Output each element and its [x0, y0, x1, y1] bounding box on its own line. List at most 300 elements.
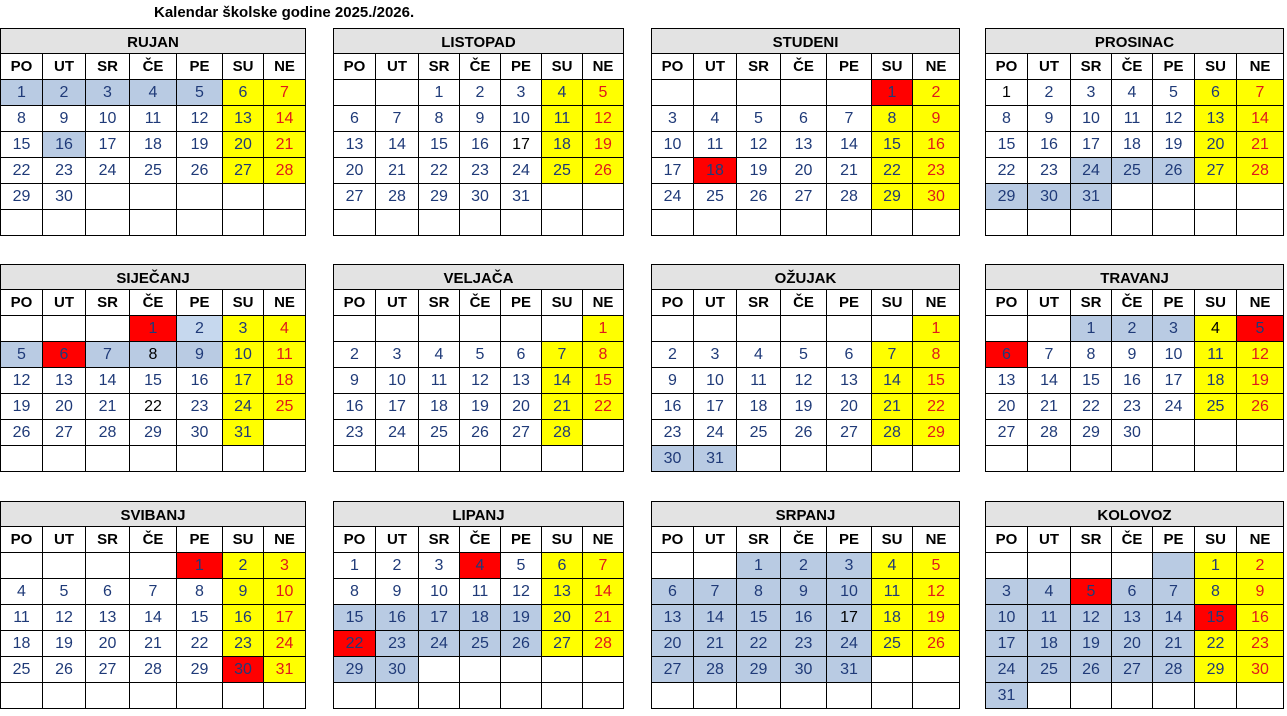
empty-cell [1071, 683, 1112, 709]
day-cell: 1 [177, 553, 223, 579]
empty-cell [223, 446, 264, 472]
day-cell: 23 [781, 631, 827, 657]
weekday-label: UT [1028, 527, 1071, 553]
day-cell: 12 [501, 579, 542, 605]
day-cell: 1 [1071, 316, 1112, 342]
day-cell: 8 [419, 106, 460, 132]
empty-cell [1112, 446, 1153, 472]
day-cell: 30 [376, 657, 419, 683]
day-cell: 6 [542, 553, 583, 579]
day-cell: 22 [986, 158, 1028, 184]
day-cell: 11 [1, 605, 43, 631]
day-cell: 18 [872, 605, 913, 631]
weekday-label: PO [986, 290, 1028, 316]
month-1 [0, 28, 306, 236]
day-cell: 5 [1071, 579, 1112, 605]
day-cell: 29 [1, 184, 43, 210]
week-row [1, 210, 306, 236]
day-cell: 12 [460, 368, 501, 394]
empty-cell [1153, 683, 1195, 709]
day-cell: 9 [1028, 106, 1071, 132]
empty-cell [460, 683, 501, 709]
weekday-label: NE [264, 527, 306, 553]
day-cell: 5 [177, 80, 223, 106]
day-cell: 21 [583, 605, 624, 631]
day-cell: 20 [542, 605, 583, 631]
day-cell: 14 [1237, 106, 1284, 132]
day-cell: 10 [1153, 342, 1195, 368]
day-cell: 12 [1, 368, 43, 394]
day-cell: 19 [583, 132, 624, 158]
weekday-label: PE [1153, 54, 1195, 80]
day-cell: 29 [130, 420, 177, 446]
day-cell: 18 [419, 394, 460, 420]
empty-cell [1, 446, 43, 472]
day-cell: 21 [1237, 132, 1284, 158]
day-cell: 17 [86, 132, 130, 158]
empty-cell [583, 184, 624, 210]
day-cell: 7 [1153, 579, 1195, 605]
empty-cell [334, 446, 376, 472]
day-cell: 21 [376, 158, 419, 184]
empty-cell [1195, 184, 1237, 210]
empty-cell [652, 80, 694, 106]
day-cell: 2 [177, 316, 223, 342]
day-cell: 9 [376, 579, 419, 605]
empty-cell [376, 683, 419, 709]
empty-cell [501, 210, 542, 236]
day-cell: 15 [1071, 368, 1112, 394]
day-cell: 22 [1195, 631, 1237, 657]
month-12 [985, 501, 1284, 709]
month-5 [0, 264, 306, 472]
weekday-label: PO [652, 290, 694, 316]
empty-cell [501, 316, 542, 342]
week-row [334, 132, 624, 158]
weekday-label: SR [86, 54, 130, 80]
empty-cell [1153, 210, 1195, 236]
empty-cell [460, 316, 501, 342]
weekday-label: PO [652, 54, 694, 80]
empty-cell [376, 80, 419, 106]
day-cell: 30 [913, 184, 960, 210]
weekday-label: SU [223, 527, 264, 553]
day-cell: 12 [913, 579, 960, 605]
weekday-label: SR [737, 290, 781, 316]
day-cell: 19 [460, 394, 501, 420]
day-cell: 20 [827, 394, 872, 420]
day-cell: 25 [542, 158, 583, 184]
day-cell: 3 [223, 316, 264, 342]
day-cell: 2 [652, 342, 694, 368]
empty-cell [781, 210, 827, 236]
day-cell: 14 [694, 605, 737, 631]
empty-cell [223, 184, 264, 210]
day-cell: 16 [652, 394, 694, 420]
empty-cell [781, 80, 827, 106]
weekday-label: SU [872, 54, 913, 80]
empty-cell [694, 80, 737, 106]
day-cell: 17 [827, 605, 872, 631]
weekday-header-row [1, 290, 306, 316]
day-cell: 17 [376, 394, 419, 420]
day-cell: 6 [652, 579, 694, 605]
empty-cell [130, 683, 177, 709]
day-cell: 13 [223, 106, 264, 132]
empty-cell [827, 683, 872, 709]
day-cell: 7 [872, 342, 913, 368]
day-cell: 30 [223, 657, 264, 683]
day-cell: 3 [419, 553, 460, 579]
day-cell: 9 [1112, 342, 1153, 368]
day-cell: 7 [130, 579, 177, 605]
weekday-label: ČE [1112, 54, 1153, 80]
weekday-label: PO [334, 527, 376, 553]
weekday-label: NE [583, 527, 624, 553]
empty-cell [913, 446, 960, 472]
day-cell: 26 [460, 420, 501, 446]
day-cell: 24 [1153, 394, 1195, 420]
day-cell: 17 [501, 132, 542, 158]
day-cell: 13 [1195, 106, 1237, 132]
day-cell: 30 [1112, 420, 1153, 446]
week-row [652, 553, 960, 579]
weekday-label: PE [177, 527, 223, 553]
day-cell: 4 [737, 342, 781, 368]
empty-cell [1153, 184, 1195, 210]
day-cell: 26 [43, 657, 86, 683]
day-cell: 4 [460, 553, 501, 579]
day-cell: 12 [737, 132, 781, 158]
week-row [652, 210, 960, 236]
day-cell: 24 [264, 631, 306, 657]
empty-cell [542, 683, 583, 709]
empty-cell [460, 210, 501, 236]
day-cell: 15 [419, 132, 460, 158]
day-cell: 10 [501, 106, 542, 132]
weekday-label: NE [913, 290, 960, 316]
week-row [652, 683, 960, 709]
day-cell: 28 [1237, 158, 1284, 184]
weekday-label: ČE [460, 54, 501, 80]
week-row [986, 342, 1284, 368]
empty-cell [542, 184, 583, 210]
weekday-label: PO [1, 527, 43, 553]
day-cell: 30 [1237, 657, 1284, 683]
empty-cell [86, 316, 130, 342]
day-cell: 24 [1071, 158, 1112, 184]
empty-cell [1237, 420, 1284, 446]
month-name: PROSINAC [986, 29, 1284, 54]
weekday-label: SU [223, 54, 264, 80]
day-cell: 25 [694, 184, 737, 210]
week-row [334, 158, 624, 184]
month-9 [0, 501, 306, 709]
empty-cell [376, 316, 419, 342]
empty-cell [86, 210, 130, 236]
week-row [1, 106, 306, 132]
month-11 [651, 501, 960, 709]
weekday-label: SU [542, 527, 583, 553]
day-cell: 28 [264, 158, 306, 184]
week-row [334, 342, 624, 368]
weekday-label: SR [1071, 527, 1112, 553]
weekday-label: ČE [781, 527, 827, 553]
week-row [986, 132, 1284, 158]
day-cell: 1 [1195, 553, 1237, 579]
day-cell: 10 [419, 579, 460, 605]
empty-cell [130, 184, 177, 210]
empty-cell [86, 446, 130, 472]
empty-cell [986, 316, 1028, 342]
empty-cell [1153, 446, 1195, 472]
weekday-header-row [652, 290, 960, 316]
empty-cell [694, 553, 737, 579]
empty-cell [334, 80, 376, 106]
empty-cell [1071, 446, 1112, 472]
weekday-label: SR [419, 290, 460, 316]
day-cell: 15 [177, 605, 223, 631]
day-cell: 5 [913, 553, 960, 579]
day-cell: 7 [1237, 80, 1284, 106]
day-cell: 6 [501, 342, 542, 368]
day-cell: 18 [130, 132, 177, 158]
day-cell: 11 [737, 368, 781, 394]
week-row [652, 394, 960, 420]
month-name: SVIBANJ [1, 502, 306, 527]
day-cell: 4 [1, 579, 43, 605]
day-cell: 28 [130, 657, 177, 683]
day-cell: 13 [652, 605, 694, 631]
day-cell: 26 [1237, 394, 1284, 420]
empty-cell [781, 683, 827, 709]
weekday-header-row [1, 527, 306, 553]
weekday-label: UT [43, 290, 86, 316]
day-cell: 19 [781, 394, 827, 420]
empty-cell [583, 446, 624, 472]
day-cell: 25 [264, 394, 306, 420]
day-cell: 2 [1028, 80, 1071, 106]
week-row [1, 184, 306, 210]
month-name: SRPANJ [652, 502, 960, 527]
day-cell: 6 [986, 342, 1028, 368]
week-row [986, 579, 1284, 605]
day-cell: 16 [1237, 605, 1284, 631]
day-cell: 26 [781, 420, 827, 446]
empty-cell [872, 210, 913, 236]
day-cell: 5 [501, 553, 542, 579]
day-cell: 26 [913, 631, 960, 657]
weekday-label: NE [264, 54, 306, 80]
day-cell: 3 [1071, 80, 1112, 106]
day-cell: 27 [827, 420, 872, 446]
week-row [334, 368, 624, 394]
month-name: KOLOVOZ [986, 502, 1284, 527]
day-cell: 19 [501, 605, 542, 631]
day-cell: 2 [223, 553, 264, 579]
month-name: LISTOPAD [334, 29, 624, 54]
empty-cell [1237, 446, 1284, 472]
weekday-label: PO [652, 527, 694, 553]
day-cell: 17 [694, 394, 737, 420]
empty-cell [1071, 210, 1112, 236]
day-cell: 18 [542, 132, 583, 158]
weekday-header-row [652, 527, 960, 553]
day-cell: 25 [460, 631, 501, 657]
day-cell: 25 [1112, 158, 1153, 184]
weekday-label: SU [542, 54, 583, 80]
week-row [334, 631, 624, 657]
day-cell: 1 [737, 553, 781, 579]
week-row [334, 80, 624, 106]
day-cell: 12 [781, 368, 827, 394]
day-cell: 27 [223, 158, 264, 184]
day-cell: 19 [737, 158, 781, 184]
day-cell: 22 [334, 631, 376, 657]
week-row [1, 132, 306, 158]
day-cell: 22 [737, 631, 781, 657]
empty-cell [827, 316, 872, 342]
day-cell: 26 [1153, 158, 1195, 184]
weekday-label: NE [264, 290, 306, 316]
weekday-label: ČE [1112, 527, 1153, 553]
day-cell: 31 [1071, 184, 1112, 210]
day-cell: 7 [86, 342, 130, 368]
day-cell: 2 [43, 80, 86, 106]
week-row [986, 106, 1284, 132]
day-cell: 29 [1071, 420, 1112, 446]
day-cell: 23 [43, 158, 86, 184]
empty-cell [130, 446, 177, 472]
empty-cell [130, 553, 177, 579]
day-cell: 12 [583, 106, 624, 132]
week-row [1, 631, 306, 657]
day-cell: 13 [542, 579, 583, 605]
day-cell: 26 [737, 184, 781, 210]
week-row [1, 553, 306, 579]
weekday-label: PE [1153, 290, 1195, 316]
empty-cell [264, 210, 306, 236]
day-cell: 9 [334, 368, 376, 394]
day-cell: 8 [1, 106, 43, 132]
empty-cell [43, 553, 86, 579]
day-cell: 2 [376, 553, 419, 579]
day-cell: 26 [583, 158, 624, 184]
empty-cell [177, 210, 223, 236]
weekday-label: SR [1071, 54, 1112, 80]
day-cell: 28 [827, 184, 872, 210]
weekday-label: SR [419, 54, 460, 80]
empty-cell [334, 210, 376, 236]
day-cell: 15 [986, 132, 1028, 158]
empty-cell [177, 683, 223, 709]
day-cell: 21 [872, 394, 913, 420]
weekday-label: SR [86, 290, 130, 316]
empty-cell [1112, 184, 1153, 210]
empty-cell [419, 446, 460, 472]
day-cell: 25 [737, 420, 781, 446]
empty-cell [419, 210, 460, 236]
day-cell: 11 [1112, 106, 1153, 132]
day-cell: 26 [501, 631, 542, 657]
empty-cell [694, 316, 737, 342]
day-cell: 18 [1112, 132, 1153, 158]
day-cell: 27 [334, 184, 376, 210]
day-cell: 11 [1028, 605, 1071, 631]
empty-cell [872, 683, 913, 709]
week-row [1, 316, 306, 342]
day-cell: 3 [264, 553, 306, 579]
empty-cell [1, 316, 43, 342]
day-cell: 16 [223, 605, 264, 631]
empty-cell [986, 210, 1028, 236]
weekday-label: PE [177, 54, 223, 80]
day-cell: 21 [694, 631, 737, 657]
week-row [986, 605, 1284, 631]
week-row [334, 605, 624, 631]
empty-cell [1237, 683, 1284, 709]
weekday-label: PE [1153, 527, 1195, 553]
day-cell: 6 [334, 106, 376, 132]
day-cell: 15 [1, 132, 43, 158]
day-cell: 14 [827, 132, 872, 158]
week-row [652, 316, 960, 342]
day-cell: 27 [781, 184, 827, 210]
weekday-label: NE [583, 290, 624, 316]
empty-cell [583, 420, 624, 446]
empty-cell [694, 683, 737, 709]
weekday-label: PO [986, 527, 1028, 553]
empty-cell [177, 184, 223, 210]
day-cell: 4 [694, 106, 737, 132]
week-row [986, 210, 1284, 236]
day-cell: 29 [986, 184, 1028, 210]
day-cell: 26 [1, 420, 43, 446]
week-row [986, 394, 1284, 420]
day-cell: 30 [460, 184, 501, 210]
day-cell: 27 [986, 420, 1028, 446]
day-cell: 4 [872, 553, 913, 579]
empty-cell [86, 184, 130, 210]
month-name: LIPANJ [334, 502, 624, 527]
day-cell: 10 [652, 132, 694, 158]
day-cell: 27 [86, 657, 130, 683]
empty-cell [542, 657, 583, 683]
day-cell: 7 [827, 106, 872, 132]
empty-cell [43, 446, 86, 472]
week-row [334, 683, 624, 709]
day-cell: 14 [583, 579, 624, 605]
empty-cell [986, 553, 1028, 579]
empty-cell [1028, 316, 1071, 342]
month-3 [651, 28, 960, 236]
weekday-label: NE [1237, 527, 1284, 553]
day-cell: 23 [177, 394, 223, 420]
empty-cell [43, 683, 86, 709]
day-cell: 8 [872, 106, 913, 132]
day-cell: 5 [1, 342, 43, 368]
day-cell: 3 [694, 342, 737, 368]
day-cell: 20 [43, 394, 86, 420]
week-row [1, 446, 306, 472]
day-cell: 25 [1, 657, 43, 683]
month-name: TRAVANJ [986, 265, 1284, 290]
day-cell: 16 [1112, 368, 1153, 394]
week-row [986, 316, 1284, 342]
day-cell: 15 [334, 605, 376, 631]
week-row [1, 657, 306, 683]
weekday-label: PE [501, 527, 542, 553]
